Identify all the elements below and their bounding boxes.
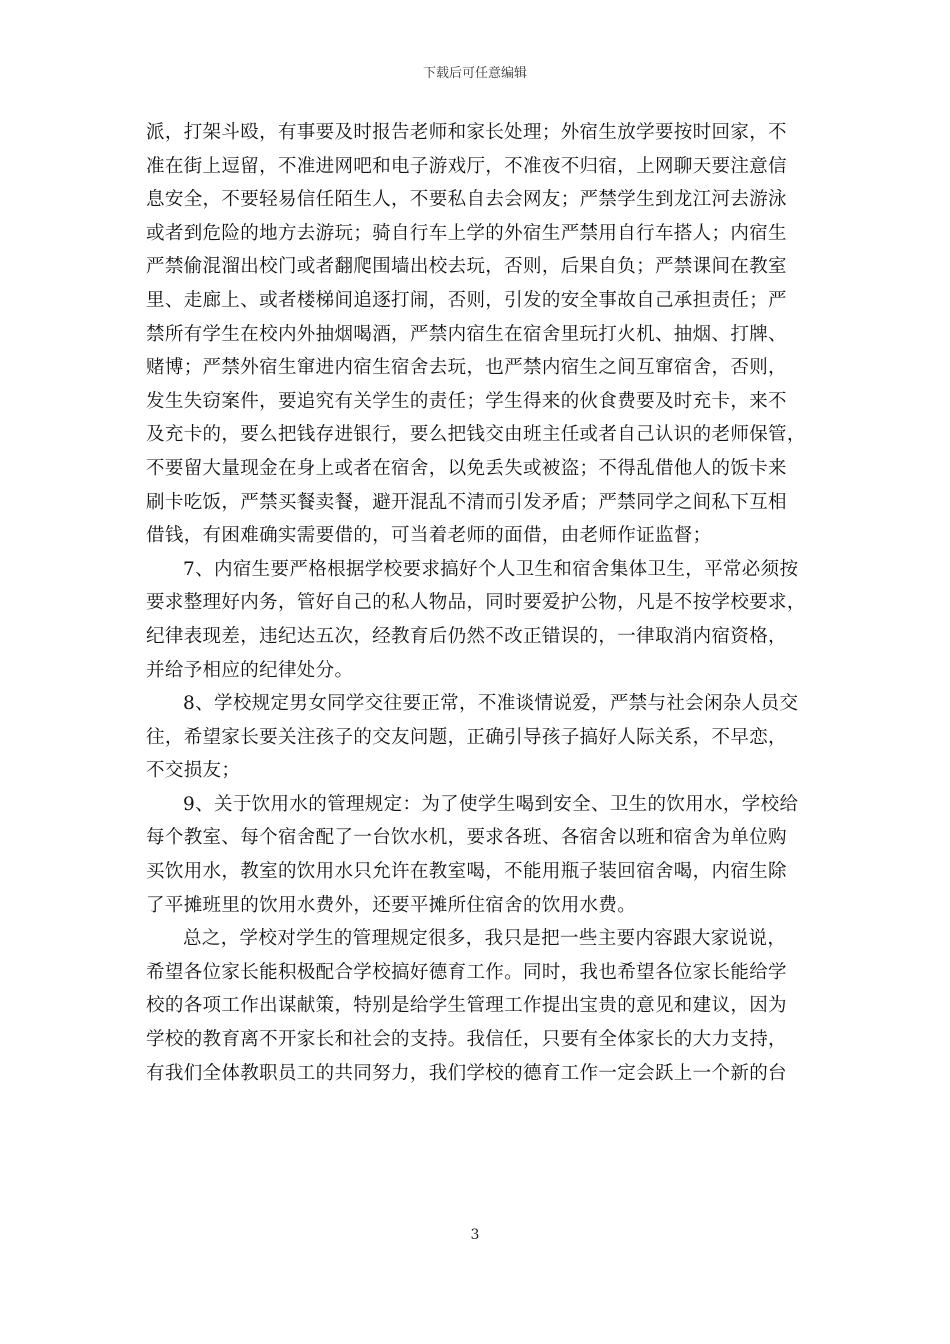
text-line: 学校的教育离不开家长和社会的支持。我信任，只要有全体家长的大力支持， bbox=[146, 1029, 787, 1051]
text-line: 了平摊班里的饮用水费外，还要平摊所住宿舍的饮用水费。 bbox=[146, 894, 637, 916]
document-body bbox=[146, 116, 806, 1090]
paragraph bbox=[146, 553, 806, 687]
text-line: 有我们全体教职员工的共同努力，我们学校的德育工作一定会跃上一个新的台 bbox=[146, 1062, 787, 1084]
paragraph bbox=[146, 922, 806, 1090]
text-line: 希望各位家长能积极配合学校搞好德育工作。同时，我也希望各位家长能给学 bbox=[146, 961, 787, 983]
text-line: 赌博；严禁外宿生窜进内宿生宿舍去玩，也严禁内宿生之间互窜宿舍，否则， bbox=[146, 357, 787, 379]
text-line: 借钱，有困难确实需要借的，可当着老师的面借，由老师作证监督； bbox=[146, 525, 712, 547]
text-line: 买饮用水，教室的饮用水只允许在教室喝，不能用瓶子装回宿舍喝，内宿生除 bbox=[146, 861, 787, 883]
text-line: 不要留大量现金在身上或者在宿舍，以免丢失或被盗；不得乱借他人的饭卡来 bbox=[146, 457, 787, 479]
text-line: 准在街上逗留，不准进网吧和电子游戏厅，不准夜不归宿，上网聊天要注意信 bbox=[146, 155, 787, 177]
paragraph bbox=[146, 788, 806, 922]
text-line: 9、关于饮用水的管理规定：为了使学生喝到安全、卫生的饮用水，学校给 bbox=[183, 793, 799, 815]
text-line: 息安全，不要轻易信任陌生人，不要私自去会网友；严禁学生到龙江河去游泳 bbox=[146, 189, 787, 211]
text-line: 刷卡吃饭，严禁买餐卖餐，避开混乱不清而引发矛盾；严禁同学之间私下互相 bbox=[146, 491, 787, 513]
text-line: 严禁偷混溜出校门或者翻爬围墙出校去玩，否则，后果自负；严禁课间在教室 bbox=[146, 256, 787, 278]
text-line: 往，希望家长要关注孩子的交友问题，正确引导孩子搞好人际关系，不早恋， bbox=[146, 726, 787, 748]
text-line: 校的各项工作出谋献策，特别是给学生管理工作提出宝贵的意见和建议，因为 bbox=[146, 995, 787, 1017]
text-line: 7、内宿生要严格根据学校要求搞好个人卫生和宿舍集体卫生，平常必须按 bbox=[183, 558, 799, 580]
text-line: 发生失窃案件，要追究有关学生的责任；学生得来的伙食费要及时充卡，来不 bbox=[146, 390, 787, 412]
text-line: 8、学校规定男女同学交往要正常，不准谈情说爱，严禁与社会闲杂人员交 bbox=[183, 693, 799, 715]
text-line: 禁所有学生在校内外抽烟喝酒，严禁内宿生在宿舍里玩打火机、抽烟、打牌、 bbox=[146, 323, 787, 345]
text-line: 派，打架斗殴，有事要及时报告老师和家长处理；外宿生放学要按时回家，不 bbox=[146, 122, 787, 143]
text-line: 纪律表现差，违纪达五次，经教育后仍然不改正错误的，一律取消内宿资格， bbox=[146, 625, 787, 647]
text-line: 或者到危险的地方去游玩；骑自行车上学的外宿生严禁用自行车搭人；内宿生 bbox=[146, 222, 787, 244]
page-header: 下载后可任意编辑 bbox=[422, 66, 527, 81]
text-line: 并给予相应的纪律处分。 bbox=[146, 659, 354, 681]
text-line: 总之，学校对学生的管理规定很多，我只是把一些主要内容跟大家说说， bbox=[183, 928, 787, 950]
text-line: 要求整理好内务，管好自己的私人物品，同时要爱护公物，凡是不按学校要求， bbox=[146, 592, 806, 614]
text-line: 不交损友； bbox=[146, 760, 241, 782]
page-number: 3 bbox=[470, 1227, 480, 1243]
paragraph bbox=[146, 687, 806, 788]
text-line: 里、走廊上、或者楼梯间追逐打闹，否则，引发的安全事故自己承担责任；严 bbox=[146, 289, 787, 311]
paragraph bbox=[146, 116, 806, 553]
text-line: 每个教室、每个宿舍配了一台饮水机，要求各班、各宿舍以班和宿舍为单位购 bbox=[146, 827, 787, 849]
text-line: 及充卡的，要么把钱存进银行，要么把钱交由班主任或者自己认识的老师保管， bbox=[146, 424, 806, 446]
